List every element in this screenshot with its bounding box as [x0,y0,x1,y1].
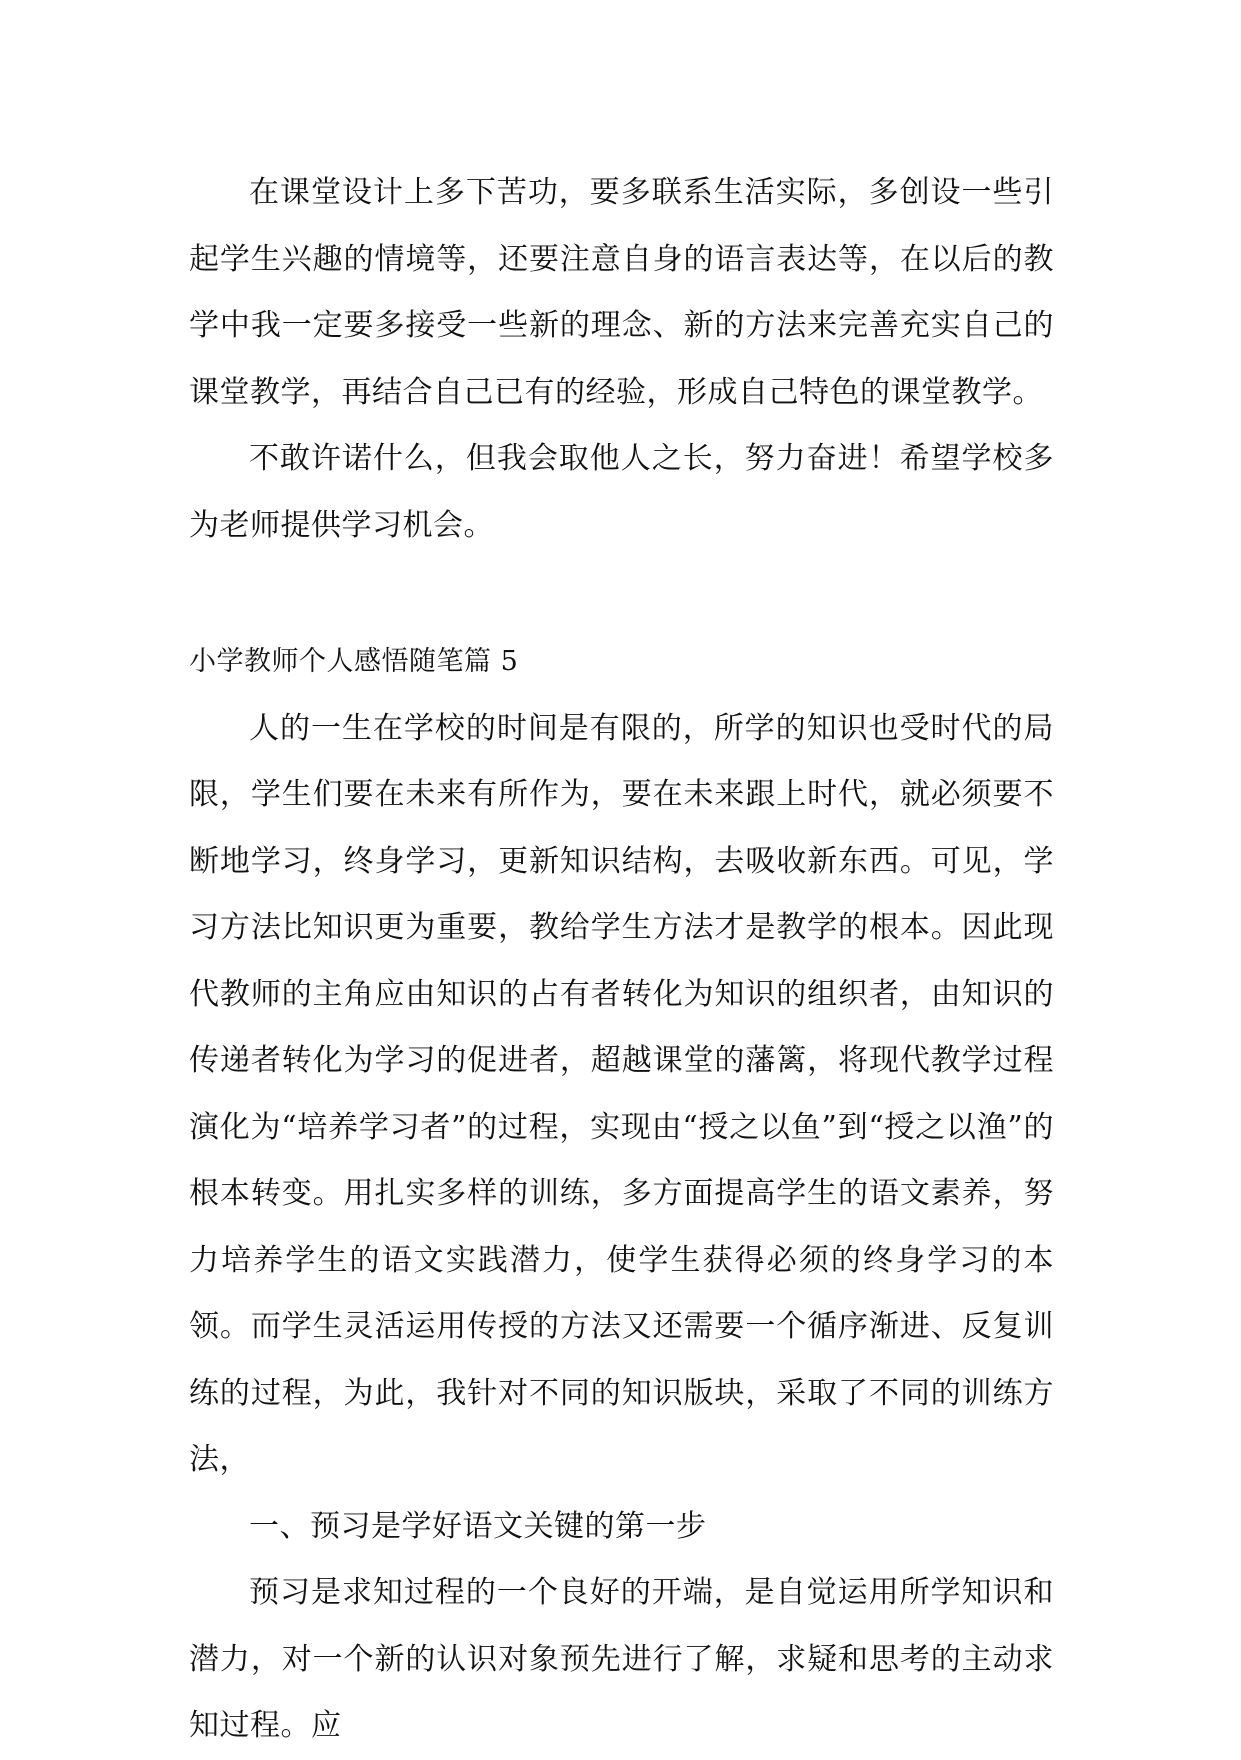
section-title: 小学教师个人感悟随笔篇 5 [189,646,519,677]
paragraph-2: 不敢许诺什么，但我会取他人之长，努力奋进！希望学校多为老师提供学习机会。 [189,441,1054,543]
paragraph-1: 在课堂设计上多下苦功，要多联系生活实际，多创设一些引起学生兴趣的情境等，还要注意自身的语言表达等，在以后的教学中我一定要多接受一些新的理念、新的方法来完善充实自己的课堂教学，再结合自己已有的经验，形成自己特色的课堂教学。 [189,175,1054,410]
document-body [189,160,1054,1760]
paragraph-4: 预习是求知过程的一个良好的开端，是自觉运用所学知识和潜力，对一个新的认识对象预先进行了解，求疑和思考的主动求知过程。应 [189,1575,1054,1743]
subheading-preview: 一、预习是学好语文关键的第一步 [249,1508,707,1544]
section-spacer [189,559,1054,629]
paragraph-3: 人的一生在学校的时间是有限的，所学的知识也受时代的局限，学生们要在未来有所作为，要在未来跟上时代，就必须要不断地学习，终身学习，更新知识结构，去吸收新东西。可见，学习方法比知识更为重要，教给学生方法才是教学的根本。因此现代教师的主角应由知识的占有者转化为知识的组织者，由知识的传递者转化为学习的促进者，超越课堂的藩篱，将现代教学过程演化为“培养学习者”的过程，实现由“授之以鱼”到“授之以渔”的根本转变。用扎实多样的训练，多方面提高学生的语文素养，努力培养学生的语文实践潜力，使学生获得必须的终身学习的本领。而学生灵活运用传授的方法又还需要一个循序渐进、反复训练的过程，为此，我针对不同的知识版块，采取了不同的训练方法， [189,710,1054,1477]
